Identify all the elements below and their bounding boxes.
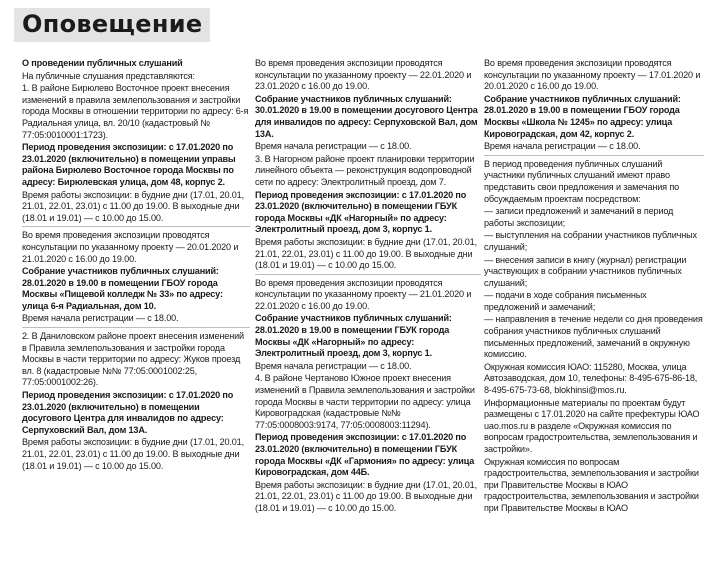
divider bbox=[255, 274, 481, 275]
paragraph: Во время проведения экспозиции проводятся консультации по указанному проекту — 17.01.2020 и 20.01.2020 с 16.00 до 19.00. bbox=[484, 58, 701, 92]
paragraph: — внесения записи в книгу (журнал) регистрации участвующих в собрании участников публичных слушаний; bbox=[484, 254, 687, 288]
bold-paragraph: Период проведения экспозиции: с 17.01.2020 по 23.01.2020 (включительно) в помещении ГБУК города Москвы «ДК «Гармония» по адресу: улица Кировоградская, дом 44Б. bbox=[255, 432, 475, 478]
bold-paragraph: Период проведения экспозиции: с 17.01.2020 по 23.01.2020 (включительно) в помещении досугового Центра для инвалидов по адресу: Серпуховский Вал, дом 13А. bbox=[22, 390, 234, 435]
divider bbox=[22, 226, 250, 227]
paragraph: Время начала регистрации — с 18.00. bbox=[22, 313, 179, 324]
bold-paragraph: Собрание участников публичных слушаний: 30.01.2020 в 19.00 в помещении досугового Центра для инвалидов по адресу: Серпуховской Вал, дом 13А. bbox=[255, 93, 478, 139]
paragraph: Во время проведения экспозиции проводятся консультации по указанному проекту — 22.01.2020 и 23.01.2020 с 16.00 до 19.00. bbox=[255, 58, 472, 92]
paragraph: Время работы экспозиции: в будние дни (17.01, 20.01, 21.01, 22.01, 23.01) с 11.00 до 19.00. В выходные дни (18.01 и 19.01) — с 10.00 до 15.00. bbox=[255, 479, 477, 513]
text-column-1 bbox=[22, 58, 250, 473]
bold-paragraph: Период проведения экспозиции: с 17.01.2020 по 23.01.2020 (включительно) в помещении ГБУК города Москвы «ДК «Нагорный» по адресу: Электролитный проезд, дом 3, корпус 1. bbox=[255, 189, 467, 235]
page-title: Оповещение bbox=[14, 8, 210, 42]
paragraph: — записи предложений и замечаний в период работы экспозиции; bbox=[484, 206, 674, 228]
bold-paragraph: Собрание участников публичных слушаний: 28.01.2020 в 19.00 в помещении ГБУК города Москвы «ДК «Нагорный» по адресу: Электролитный проезд, дом 3, корпус 1. bbox=[255, 313, 452, 359]
bold-paragraph: Собрание участников публичных слушаний: 28.01.2020 в 19.00 в помещении ГБОУ города Москвы «Школа № 1245» по адресу: улица Кировоградская, дом 42, корпус 2. bbox=[484, 93, 681, 139]
paragraph: Информационные материалы по проектам будут размещены с 17.01.2020 на сайте префектуры ЮАО uao.mos.ru в разделе «Окружная комиссия по вопросам градостроительства, землепользования и застройки». bbox=[484, 397, 700, 454]
text-column-3 bbox=[484, 58, 704, 516]
paragraph: 4. В районе Чертаново Южное проект внесения изменений в Правила землепользования и застройки города Москвы в части территории по адресу: улица Кировоградская (кадастровые №№ 77:05:0008003:9174, 77:05:0008003:11294). bbox=[255, 373, 475, 430]
text-column-2 bbox=[255, 58, 481, 516]
paragraph: 3. В Нагорном районе проект планировки территории линейного объекта — реконструкция водопроводной сети по адресу: Электролитный проезд, дом 7. bbox=[255, 153, 475, 187]
paragraph: — направления в течение недели со дня проведения собрания участников публичных слушаний письменных предложений, замечаний в окружную комиссию. bbox=[484, 314, 703, 360]
paragraph: — подачи в ходе собрания письменных предложений и замечаний; bbox=[484, 290, 647, 312]
bold-paragraph: Период проведения экспозиции: с 17.01.2020 по 23.01.2020 (включительно) в помещении управы района Бирюлево Восточное города Москвы по адресу: Бирюлевская улица, дом 48, корпус 2. bbox=[22, 142, 236, 187]
paragraph: Время работы экспозиции: в будние дни (17.01, 20.01, 21.01, 22.01, 23.01) с 11.00 до 19.00. В выходные дни (18.01 и 19.01) — с 10.00 до 15.00. bbox=[255, 236, 477, 271]
paragraph: Время начала регистрации — с 18.00. bbox=[255, 360, 412, 371]
paragraph: Время начала регистрации — с 18.00. bbox=[255, 141, 412, 152]
divider bbox=[484, 155, 704, 156]
paragraph: Окружная комиссия ЮАО: 115280, Москва, улица Автозаводская, дом 10, телефоны: 8-495-675-86-18, 8-495-675-73-68, blokhinsi@mos.ru. bbox=[484, 361, 698, 396]
paragraph: Во время проведения экспозиции проводятся консультации по указанному проекту — 21.01.2020 и 22.01.2020 с 16.00 до 19.00. bbox=[255, 277, 472, 311]
paragraph: На публичные слушания представляются: bbox=[22, 70, 195, 81]
bold-paragraph: Собрание участников публичных слушаний: 28.01.2020 в 19.00 в помещении ГБОУ города Москвы «Пищевой колледж № 33» по адресу: улица 6-я Радиальная, дом 10. bbox=[22, 266, 223, 311]
bold-paragraph: О проведении публичных слушаний bbox=[22, 58, 183, 68]
paragraph: Время работы экспозиции: в будние дни (17.01, 20.01, 21.01, 22.01, 23.01) с 11.00 до 19.00. В выходные дни (18.01 и 19.01) — с 10.00 до 15.00. bbox=[22, 189, 244, 223]
paragraph: Окружная комиссия по вопросам градостроительства, землепользования и застройки при Правительстве Москвы в ЮАО градостроительства, землепользования и застройки при Правительстве Москвы в ЮАО bbox=[484, 456, 699, 513]
divider bbox=[22, 327, 250, 328]
paragraph: — выступления на собрании участников публичных слушаний; bbox=[484, 230, 697, 252]
paragraph: Во время проведения экспозиции проводятся консультации по указанному проекту — 20.01.2020 и 21.01.2020 с 16.00 до 19.00. bbox=[22, 230, 239, 264]
paragraph: Время начала регистрации — с 18.00. bbox=[484, 141, 641, 152]
paragraph: 2. В Даниловском районе проект внесения изменений в Правила землепользования и застройки города Москвы в части территории по адресу: Жуков проезд вл. 8 (кадастровые №№ 77:05:0001002:25, 77:05:0001002:26). bbox=[22, 331, 244, 388]
paragraph: 1. В районе Бирюлево Восточное проект внесения изменений в правила землепользования и застройки города Москвы в отношении территории по адресу: 6-я Радиальная улица, вл. 20/10 (кадастровый № 77:05:0010001:1723). bbox=[22, 83, 249, 140]
paragraph: В период проведения публичных слушаний участники публичных слушаний имеют право представить свои предложения и замечания по обсуждаемым проектам посредством: bbox=[484, 158, 680, 204]
paragraph: Время работы экспозиции: в будние дни (17.01, 20.01, 21.01, 22.01, 23.01) с 11.00 до 19.00. В выходные дни (18.01 и 19.01) — с 10.00 до 15.00. bbox=[22, 437, 244, 471]
